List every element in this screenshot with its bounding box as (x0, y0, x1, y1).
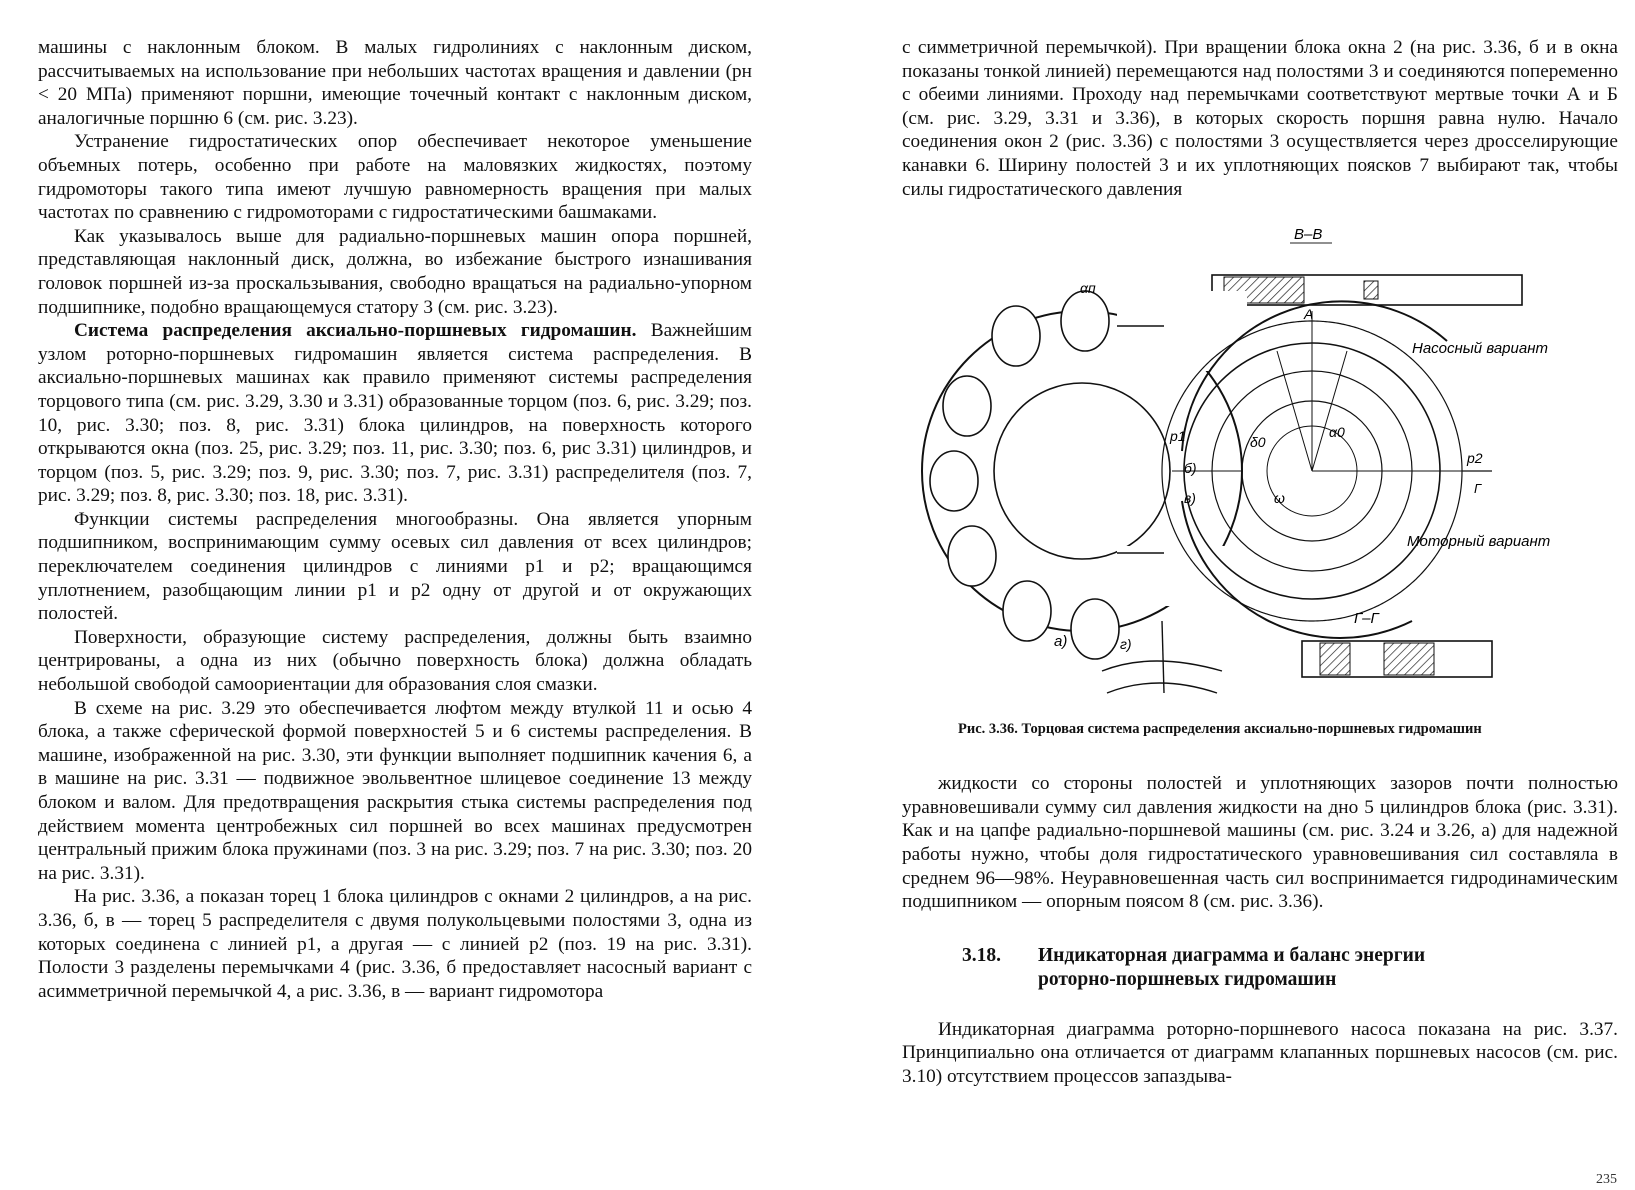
section-title (1038, 944, 1425, 992)
paragraph-7: В схеме на рис. 3.29 это обеспечивается люфтом между втулкой 11 и осью 4 блока, а также сферической формой поверхностей 5 и 6 системы распределения. В машине, изображенной на рис. 3.30, эти функции выполняет подшипник качения 6, а в машине на рис. 3.31 — подвижное эвольвентное шлицевое соединение 13 между блоком и валом. Для предотвращения раскрытия стыка системы распределения под действием момента центробежных сил поршней во всех машинах предусмотрен центральный прижим блока пружинами (поз. 3 на рис. 3.29; поз. 7 на рис. 3.30; поз. 20 на рис. 3.31). (38, 697, 752, 884)
section-heading (902, 944, 1618, 992)
section-gg-label: Г–Г (1354, 610, 1379, 628)
pump-variant-label: Насосный вариант (1412, 340, 1548, 358)
paragraph-5: Функции системы распределения многообразны. Она является упорным подшипником, воспринимающим сумму осевых сил давления от всех цилиндров; переключателем соединения цилиндров с линиями p1 и p2; вращающимся уплотнением, разобщающим линии p1 и p2 одну от другой и от окружающих полостей. (38, 508, 752, 625)
section-title-line-2: роторно-поршневых гидромашин (1038, 968, 1337, 990)
paragraph-6: Поверхности, образующие систему распределения, должны быть взаимно центрированы, а одна из них (обычно поверхность блока) должна обладать небольшой свободой самоориентации для образования слоя смазки. (38, 626, 752, 696)
paragraph-1: машины с наклонным блоком. В малых гидролиниях с наклонным диском, рассчитываемых на использование при небольших частотах вращения и давлении (pн < 20 МПа) применяют поршни, имеющие точечный контакт с наклонным диском, аналогичные поршню 6 (см. рис. 3.23). (38, 37, 752, 129)
paragraph-4-rest: Важнейшим узлом роторно-поршневых гидромашин является система распределения. В аксиально-поршневых машинах как правило применяют системы распределения торцового типа (см. рис. 3.29, 3.30 и 3.31) образованные торцом (поз. 6, рис. 3.29; поз. 10, рис. 3.30; поз. 8, рис. 3.31) блока цилиндров, на поверхность которого открываются окна (поз. 25, рис. 3.29; поз. 11, рис. 3.30; поз. 6, рис 3.31) цилиндров, и торцом (поз. 5, рис. 3.29; поз. 9, рис. 3.30; поз. 7, рис. 3.31) распределителя (поз. 7, рис. 3.29; поз. 8, рис. 3.30; поз. 18, рис. 3.31). (38, 320, 753, 507)
point-a-label: А (1304, 306, 1314, 323)
section-gg-strip (1302, 641, 1492, 677)
alpha-0-label: α0 (1329, 424, 1345, 441)
section-title-line-1: Индикаторная диаграмма и баланс энергии (1038, 944, 1426, 966)
section-vv-strip (1212, 275, 1522, 305)
section-vv-label: В–В (1294, 226, 1323, 244)
figure-b-label: б) (1184, 460, 1197, 477)
figure-a-label: а) (1054, 633, 1068, 651)
alpha-p-label: αп (1080, 280, 1096, 297)
paragraph-2: Устранение гидростатических опор обеспечивает некоторое уменьшение объемных потерь, особенно при работе на маловязких жидкостях, поэтому гидромоторы такого типа имеют лучшую равномерность вращения при малых частотах по сравнению с гидромоторами с гидростатическими башмаками. (38, 131, 752, 224)
motor-variant-label: Моторный вариант (1407, 533, 1551, 551)
omega-label: ω (1274, 490, 1285, 507)
page-number: 235 (1596, 1172, 1617, 1187)
right-paragraph-2: жидкости со стороны полостей и уплотняющих зазоров почти полностью уравновешивали сумму сил давления жидкости на дно 5 цилиндров блока (рис. 3.31). Как и на цапфе радиально-поршневой машины (см. рис. 3.24 и 3.26, а) для надежной работы нужно, чтобы доля гидростатического уравновешивания сил составляла в среднем 96—98%. Неуравновешенная часть сил воспринимается гидродинамическим подшипником — опорным поясом 8 (см. рис. 3.36). (902, 773, 1618, 913)
right-page (902, 36, 1618, 1089)
figure-v-label: в) (1184, 490, 1196, 507)
figure-3-36 (902, 201, 1618, 721)
left-page (38, 36, 752, 1003)
paragraph-3: Как указывалось выше для радиально-поршневых машин опора поршней, представляющая наклонный диск, должна, во избежание быстрого изнашивания головок поршней из-за проскальзывания, свободно вращаться на радиально-упорном подшипнике, подобно вращающемуся статору 3 (см. рис. 3.23). (38, 225, 752, 318)
right-paragraph-1: с симметричной перемычкой). При вращении блока окна 2 (на рис. 3.36, б и в окна показаны тонкой линией) перемещаются над полостями 3 и соединяются попеременно с обеими линиями. Проходу над перемычками соответствуют мертвые точки А и Б (см. рис. 3.29, 3.31 и 3.36), в которых скорость поршня равна нулю. Начало соединения окон 2 (рис. 3.36) с полостями 3 осуществляется через дросселирующие канавки 6. Ширину полостей 3 и их уплотняющих поясков 7 выбирают так, чтобы силы гидростатического давления (902, 37, 1618, 200)
right-paragraph-3: Индикаторная диаграмма роторно-поршневого насоса показана на рис. 3.37. Принципиально она отличается от диаграмм клапанных поршневых насосов (см. рис. 3.10) отсутствием процессов запаздыва- (902, 1018, 1618, 1087)
paragraph-8: На рис. 3.36, а показан торец 1 блока цилиндров с окнами 2 цилиндров, а на рис. 3.36, б, в — торец 5 распределителя с двумя полукольцевыми полостями 3, одна из которых соединена с линией p1, а другая — с линией p2 (поз. 19 на рис. 3.31). Полости 3 разделены перемычками 4 (рис. 3.36, б предоставляет насосный вариант с асимметричной перемычкой 4, а рис. 3.36, в — вариант гидромотора (38, 886, 752, 1002)
section-g-mark: Г (1474, 481, 1482, 497)
delta-0-label: δ0 (1250, 434, 1266, 451)
figure-caption: Рис. 3.36. Торцовая система распределения аксиально-поршневых гидромашин (958, 721, 1482, 738)
detail-g (1102, 621, 1222, 693)
paragraph-4 (38, 319, 752, 508)
p2-label: p2 (1467, 450, 1483, 467)
p1-label: p1 (1170, 428, 1186, 445)
paragraph-4-bold-lead: Система распределения аксиально-поршневых гидромашин. (74, 320, 637, 342)
figure-3-36-drawing (902, 201, 1618, 721)
figure-g-label: г) (1120, 636, 1132, 653)
section-number: 3.18. (962, 944, 1001, 966)
